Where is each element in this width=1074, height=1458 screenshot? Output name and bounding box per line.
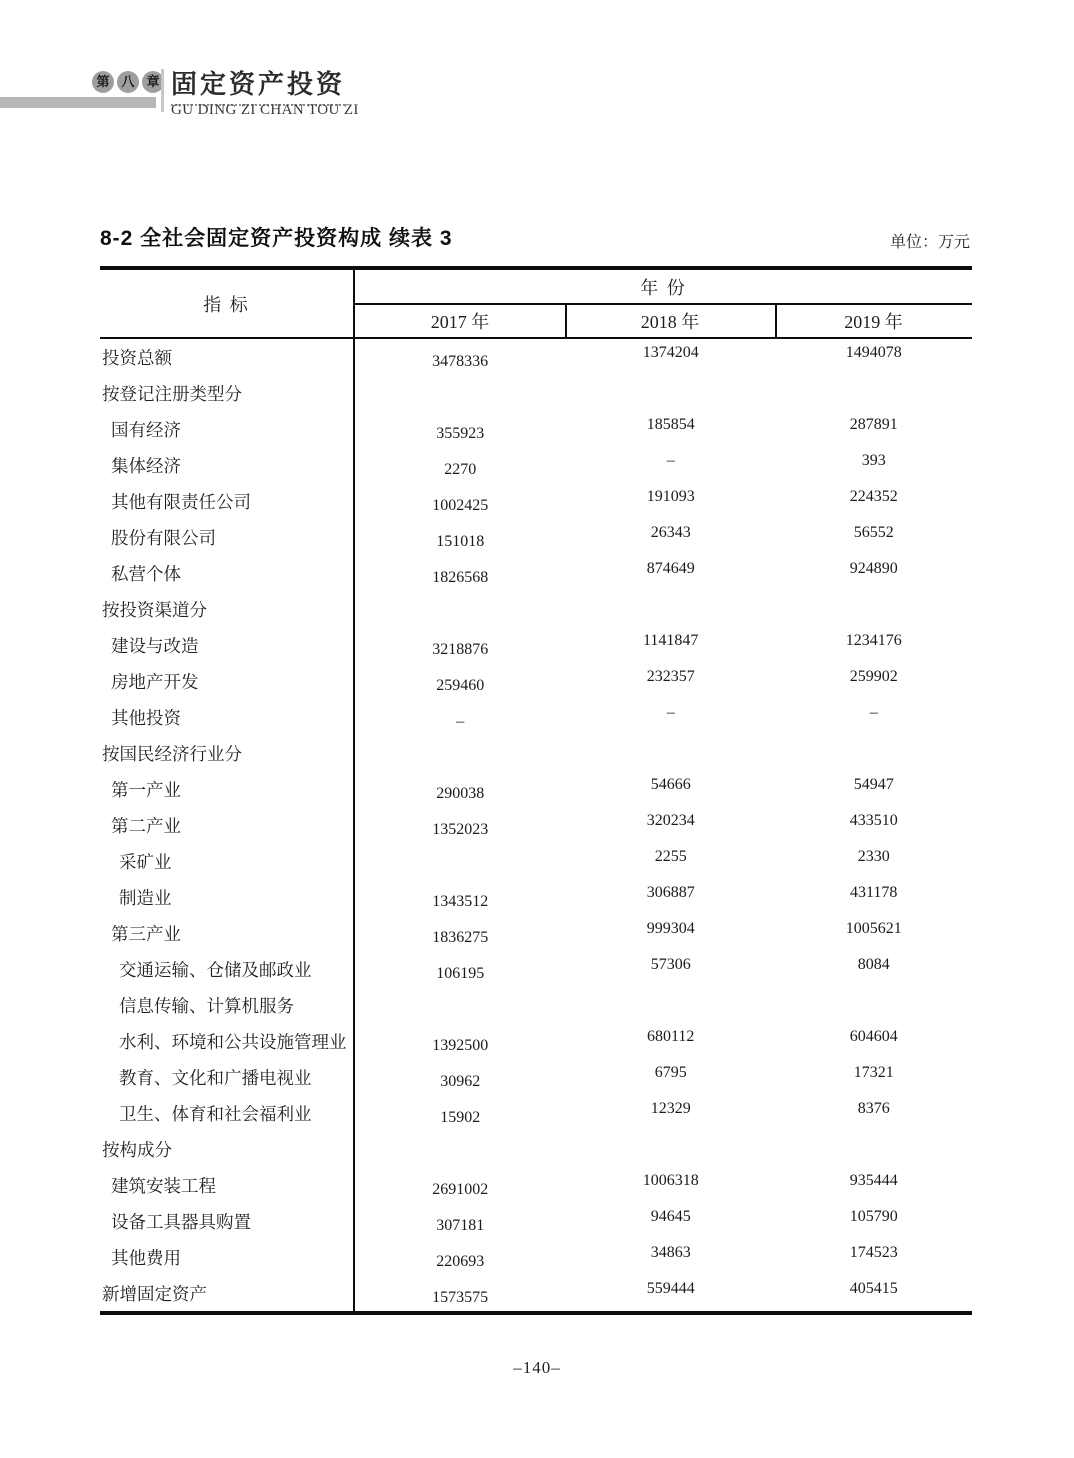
value-cell-2019: 174523 xyxy=(849,1244,898,1261)
table-row xyxy=(100,1203,972,1239)
value-cell-2019: 433510 xyxy=(849,812,898,829)
value-cell-2019: 8084 xyxy=(857,956,890,973)
table-row xyxy=(100,915,972,951)
table-title: 8-2 全社会固定资产投资构成 续表 3 xyxy=(100,227,453,250)
value-cell-2017: 220693 xyxy=(436,1253,485,1270)
table-row xyxy=(100,1167,972,1203)
table-row xyxy=(100,663,972,699)
table-body xyxy=(100,339,972,1311)
value-cell-2017: 1826568 xyxy=(432,569,489,586)
indicator-label: 制造业 xyxy=(119,887,172,908)
chapter-badge-char: 第 xyxy=(92,71,114,93)
indicator-label: 建筑安装工程 xyxy=(111,1175,216,1196)
value-cell-2017: 1002425 xyxy=(432,497,489,514)
value-cell-2018: – xyxy=(666,704,675,721)
value-cell-2018: 6795 xyxy=(654,1064,687,1081)
table-row xyxy=(100,447,972,483)
table-row xyxy=(100,879,972,915)
value-cell-2018: 191093 xyxy=(646,488,695,505)
column-header-2019: 2019 年 xyxy=(844,311,903,332)
value-cell-2018: 874649 xyxy=(646,560,695,577)
table-row xyxy=(100,1239,972,1275)
indicator-label: 其他费用 xyxy=(111,1247,181,1268)
column-header-2018: 2018 年 xyxy=(640,311,700,332)
table-row xyxy=(100,843,972,879)
table-row xyxy=(100,1023,972,1059)
indicator-label: 采矿业 xyxy=(119,851,172,872)
table-row xyxy=(100,627,972,663)
column-header-year-group: 年 份 xyxy=(640,277,687,298)
value-cell-2017: 1573575 xyxy=(432,1289,489,1306)
value-cell-2017: 151018 xyxy=(436,533,485,550)
indicator-label: 教育、文化和广播电视业 xyxy=(119,1067,312,1088)
indicator-label: 第二产业 xyxy=(111,815,181,836)
indicator-label: 按国民经济行业分 xyxy=(102,743,242,764)
table-row xyxy=(100,555,972,591)
value-cell-2019: 405415 xyxy=(849,1280,898,1297)
value-cell-2017: 259460 xyxy=(436,677,485,694)
header-divider xyxy=(161,69,164,112)
value-cell-2017: 30962 xyxy=(440,1073,481,1090)
value-cell-2018: 1006318 xyxy=(642,1172,699,1189)
table-row xyxy=(100,1059,972,1095)
value-cell-2017: – xyxy=(456,713,465,730)
indicator-label: 国有经济 xyxy=(111,419,181,440)
table-row xyxy=(100,1275,972,1311)
indicator-label: 集体经济 xyxy=(111,455,181,476)
indicator-label: 第一产业 xyxy=(111,779,181,800)
value-cell-2018: 559444 xyxy=(646,1280,695,1297)
value-cell-2018: 34863 xyxy=(650,1244,691,1261)
value-cell-2017: 3218876 xyxy=(432,641,489,658)
table-row xyxy=(100,591,972,627)
value-cell-2018: 26343 xyxy=(650,524,691,541)
value-cell-2017: 307181 xyxy=(436,1217,485,1234)
table-row xyxy=(100,987,972,1023)
value-cell-2017: 1836275 xyxy=(432,929,489,946)
value-cell-2019: – xyxy=(869,704,878,721)
value-cell-2017: 290038 xyxy=(436,785,485,802)
value-cell-2018: 1141847 xyxy=(642,632,699,649)
value-cell-2019: 1494078 xyxy=(845,344,902,361)
table-row xyxy=(100,771,972,807)
indicator-label: 卫生、体育和社会福利业 xyxy=(119,1103,312,1124)
value-cell-2019: 393 xyxy=(861,452,886,469)
value-cell-2019: 1005621 xyxy=(845,920,902,937)
statistics-table xyxy=(100,266,972,1315)
chapter-badge xyxy=(92,71,164,93)
indicator-label: 第三产业 xyxy=(111,923,181,944)
indicator-label: 其他投资 xyxy=(111,707,181,728)
value-cell-2018: 320234 xyxy=(646,812,695,829)
value-cell-2018: 1374204 xyxy=(642,344,699,361)
value-cell-2018: 12329 xyxy=(650,1100,691,1117)
value-cell-2019: 287891 xyxy=(849,416,898,433)
value-cell-2018: – xyxy=(666,452,675,469)
value-cell-2019: 105790 xyxy=(849,1208,898,1225)
value-cell-2017: 3478336 xyxy=(432,353,489,370)
value-cell-2019: 2330 xyxy=(857,848,890,865)
value-cell-2017: 106195 xyxy=(436,965,485,982)
indicator-label: 按构成分 xyxy=(102,1139,172,1160)
table-header xyxy=(100,270,972,339)
value-cell-2018: 232357 xyxy=(646,668,695,685)
indicator-label: 私营个体 xyxy=(111,563,181,584)
value-cell-2018: 94645 xyxy=(650,1208,691,1225)
value-cell-2019: 8376 xyxy=(857,1100,890,1117)
chapter-badge-char: 八 xyxy=(117,71,139,93)
table-row xyxy=(100,735,972,771)
table-row xyxy=(100,519,972,555)
indicator-label: 股份有限公司 xyxy=(111,527,216,548)
column-header-2017: 2017 年 xyxy=(430,311,490,332)
column-header-indicator: 指 标 xyxy=(203,294,250,315)
value-cell-2019: 1234176 xyxy=(845,632,902,649)
table-unit-label: 单位：万元 xyxy=(889,234,970,251)
value-cell-2018: 57306 xyxy=(650,956,691,973)
value-cell-2017: 1392500 xyxy=(432,1037,489,1054)
chapter-subtitle-pinyin: GU DING ZI CHAN TOU ZI xyxy=(171,102,359,118)
table-row xyxy=(100,375,972,411)
value-cell-2019: 54947 xyxy=(853,776,894,793)
page-number: –140– xyxy=(513,1358,561,1377)
indicator-label: 按登记注册类型分 xyxy=(102,383,242,404)
indicator-label: 投资总额 xyxy=(102,347,172,368)
value-cell-2019: 935444 xyxy=(849,1172,898,1189)
indicator-label: 水利、环境和公共设施管理业 xyxy=(119,1031,347,1052)
indicator-label: 交通运输、仓储及邮政业 xyxy=(119,959,312,980)
value-cell-2017: 15902 xyxy=(440,1109,481,1126)
table-title-row xyxy=(100,222,972,252)
chapter-title: 固定资产投资 xyxy=(171,64,345,106)
value-cell-2017: 1352023 xyxy=(432,821,489,838)
indicator-label: 房地产开发 xyxy=(111,671,199,692)
value-cell-2019: 224352 xyxy=(849,488,898,505)
table-row xyxy=(100,411,972,447)
table-row xyxy=(100,483,972,519)
value-cell-2018: 54666 xyxy=(650,776,691,793)
chapter-badge-char: 章 xyxy=(142,71,164,93)
value-cell-2019: 17321 xyxy=(853,1064,894,1081)
indicator-label: 新增固定资产 xyxy=(102,1283,207,1304)
indicator-label: 建设与改造 xyxy=(111,635,199,656)
table-row xyxy=(100,807,972,843)
value-cell-2019: 431178 xyxy=(850,884,898,901)
indicator-label: 其他有限责任公司 xyxy=(111,491,251,512)
indicator-label: 信息传输、计算机服务 xyxy=(119,995,294,1016)
page-edge-bar xyxy=(0,97,156,108)
year-column-headers xyxy=(355,304,972,337)
value-cell-2019: 604604 xyxy=(849,1028,898,1045)
value-cell-2018: 999304 xyxy=(646,920,695,937)
value-cell-2018: 306887 xyxy=(646,884,695,901)
table-row xyxy=(100,1095,972,1131)
table-row xyxy=(100,699,972,735)
table-row xyxy=(100,951,972,987)
value-cell-2017: 355923 xyxy=(436,425,485,442)
value-cell-2017: 1343512 xyxy=(432,893,489,910)
indicator-label: 设备工具器具购置 xyxy=(111,1211,251,1232)
value-cell-2018: 185854 xyxy=(646,416,695,433)
indicator-label: 按投资渠道分 xyxy=(102,599,207,620)
value-cell-2019: 56552 xyxy=(853,524,894,541)
value-cell-2019: 259902 xyxy=(849,668,898,685)
table-row xyxy=(100,339,972,375)
value-cell-2017: 2691002 xyxy=(432,1181,489,1198)
value-cell-2018: 680112 xyxy=(647,1028,695,1045)
value-cell-2018: 2255 xyxy=(654,848,687,865)
value-cell-2017: 2270 xyxy=(444,461,477,478)
value-cell-2019: 924890 xyxy=(849,560,898,577)
table-row xyxy=(100,1131,972,1167)
